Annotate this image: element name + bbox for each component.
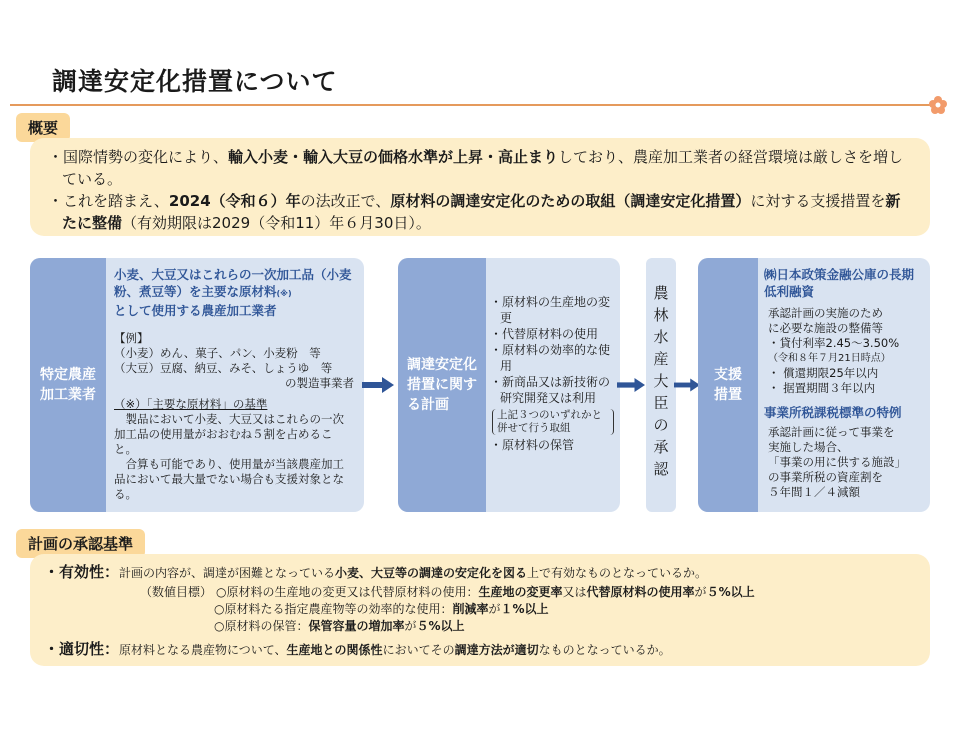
tax-details: 承認計画に従って事業を 実施した場合、 「事業の用に供する施設」 の事業所税の資産割を ５年間１／４減額: [768, 425, 906, 499]
example-wheat: （小麦）めん、菓子、パン、小麦粉 等: [114, 346, 321, 360]
page-title: 調達安定化措置について: [52, 67, 338, 96]
plan-item: ・原材料の効率的な使用: [490, 343, 611, 373]
numeric-target-row: ○原材料の保管：保管容量の増加率が５%以上: [214, 619, 465, 633]
plan-item: ・新商品又は新技術の研究開発又は利用: [490, 375, 611, 405]
plan-panel: [398, 258, 620, 512]
note-title: （※）「主要な原材料」の基準: [114, 397, 268, 411]
title-divider: [10, 104, 930, 106]
criteria-tag: 計画の承認基準: [16, 529, 145, 558]
loan-heading: ㈱日本政策金融公庫の長期低利融資: [764, 267, 915, 299]
loan-details: 承認計画の実施のため に必要な施設の整備等 ・貸付利率2.45～3.50% （令和８年７月21日時点） ・ 償還期限25年以内 ・ 据置期間３年以内: [768, 306, 900, 395]
note-text-1: 製品において小麦、大豆又はこれらの一次加工品の使用量がおおむね５割を占めること。: [114, 412, 344, 456]
eligible-processors-panel: [30, 258, 364, 512]
example-soy: （大豆）豆腐、納豆、みそ、しょうゆ 等: [114, 361, 333, 375]
overview-paragraph-2: ・これを踏まえ、2024（令和６）年の法改正で、原材料の調達安定化のための取組（調達安定化措置）に対する支援措置を新たに整備（有効期限は2029（令和11）年６月30日）。: [48, 192, 901, 232]
validity-row: ・有効性：計画の内容が、調達が困難となっている小麦、大豆等の調達の安定化を図る上で有効なものとなっているか。: [44, 563, 708, 581]
flower-icon: [928, 95, 948, 115]
adequacy-label: ・適切性：: [44, 640, 120, 658]
plan-label: 調達安定化 措置に関す る計画: [398, 258, 486, 512]
support-label: 支援 措置: [698, 258, 758, 512]
plan-item: ・原材料の生産地の変更: [490, 295, 611, 325]
example-label: 【例】: [114, 331, 149, 345]
approval-char: 農: [653, 284, 669, 302]
approval-char: 大: [653, 372, 669, 390]
overview-box: [30, 138, 930, 236]
minister-approval-text: [646, 282, 676, 480]
approval-char: 臣: [653, 394, 669, 412]
overview-tag: 概要: [16, 113, 70, 142]
approval-char: 認: [653, 460, 669, 478]
approval-char: 林: [653, 306, 669, 324]
approval-char: 産: [653, 350, 669, 368]
plan-item: ・原材料の保管: [490, 438, 575, 452]
numeric-target-row: ○原材料たる指定農産物等の効率的な使用：削減率が１%以上: [214, 602, 549, 616]
eligible-definition: 小麦、大豆又はこれらの一次加工品（小麦粉、煮豆等）を主要な原材料(※) として使用する農産加工業者: [114, 267, 352, 318]
arrow-right-icon: [674, 377, 700, 393]
eligible-processors-label: 特定農産 加工業者: [30, 258, 106, 512]
arrow-right-icon: [617, 377, 645, 393]
overview-paragraph-1: ・国際情勢の変化により、輸入小麦・輸入大豆の価格水準が上昇・高止まりしており、農産加工業者の経営環境は厳しさを増している。: [48, 148, 904, 188]
plan-item: ・代替原材料の使用: [490, 327, 599, 341]
criteria-box: [30, 554, 930, 666]
numeric-target-row: （数値目標） ○原材料の生産地の変更又は代替原材料の使用：生産地の変更率又は代替原材料の使用率が５%以上: [140, 585, 755, 599]
numeric-label: （数値目標）: [140, 585, 213, 599]
tax-heading: 事業所税課税標準の特例: [764, 405, 902, 420]
approval-char: 承: [653, 438, 669, 456]
approval-char: の: [653, 416, 669, 434]
arrow-right-icon: [362, 377, 394, 393]
note-text-2: 合算も可能であり、使用量が当該農産加工品において最大量でない場合も支援対象となる。: [114, 457, 344, 501]
example-suffix: の製造事業者: [285, 376, 354, 390]
validity-label: ・有効性：: [44, 563, 120, 581]
support-panel: [698, 258, 930, 512]
bracket-note: 上記３つのいずれかと併せて行う取組: [492, 409, 614, 435]
adequacy-row: ・適切性：原材料となる農産物について、生産地との関係性においてその調達方法が適切なものとなっているか。: [44, 640, 671, 658]
approval-char: 水: [653, 328, 669, 346]
minister-approval-panel: [646, 258, 676, 512]
